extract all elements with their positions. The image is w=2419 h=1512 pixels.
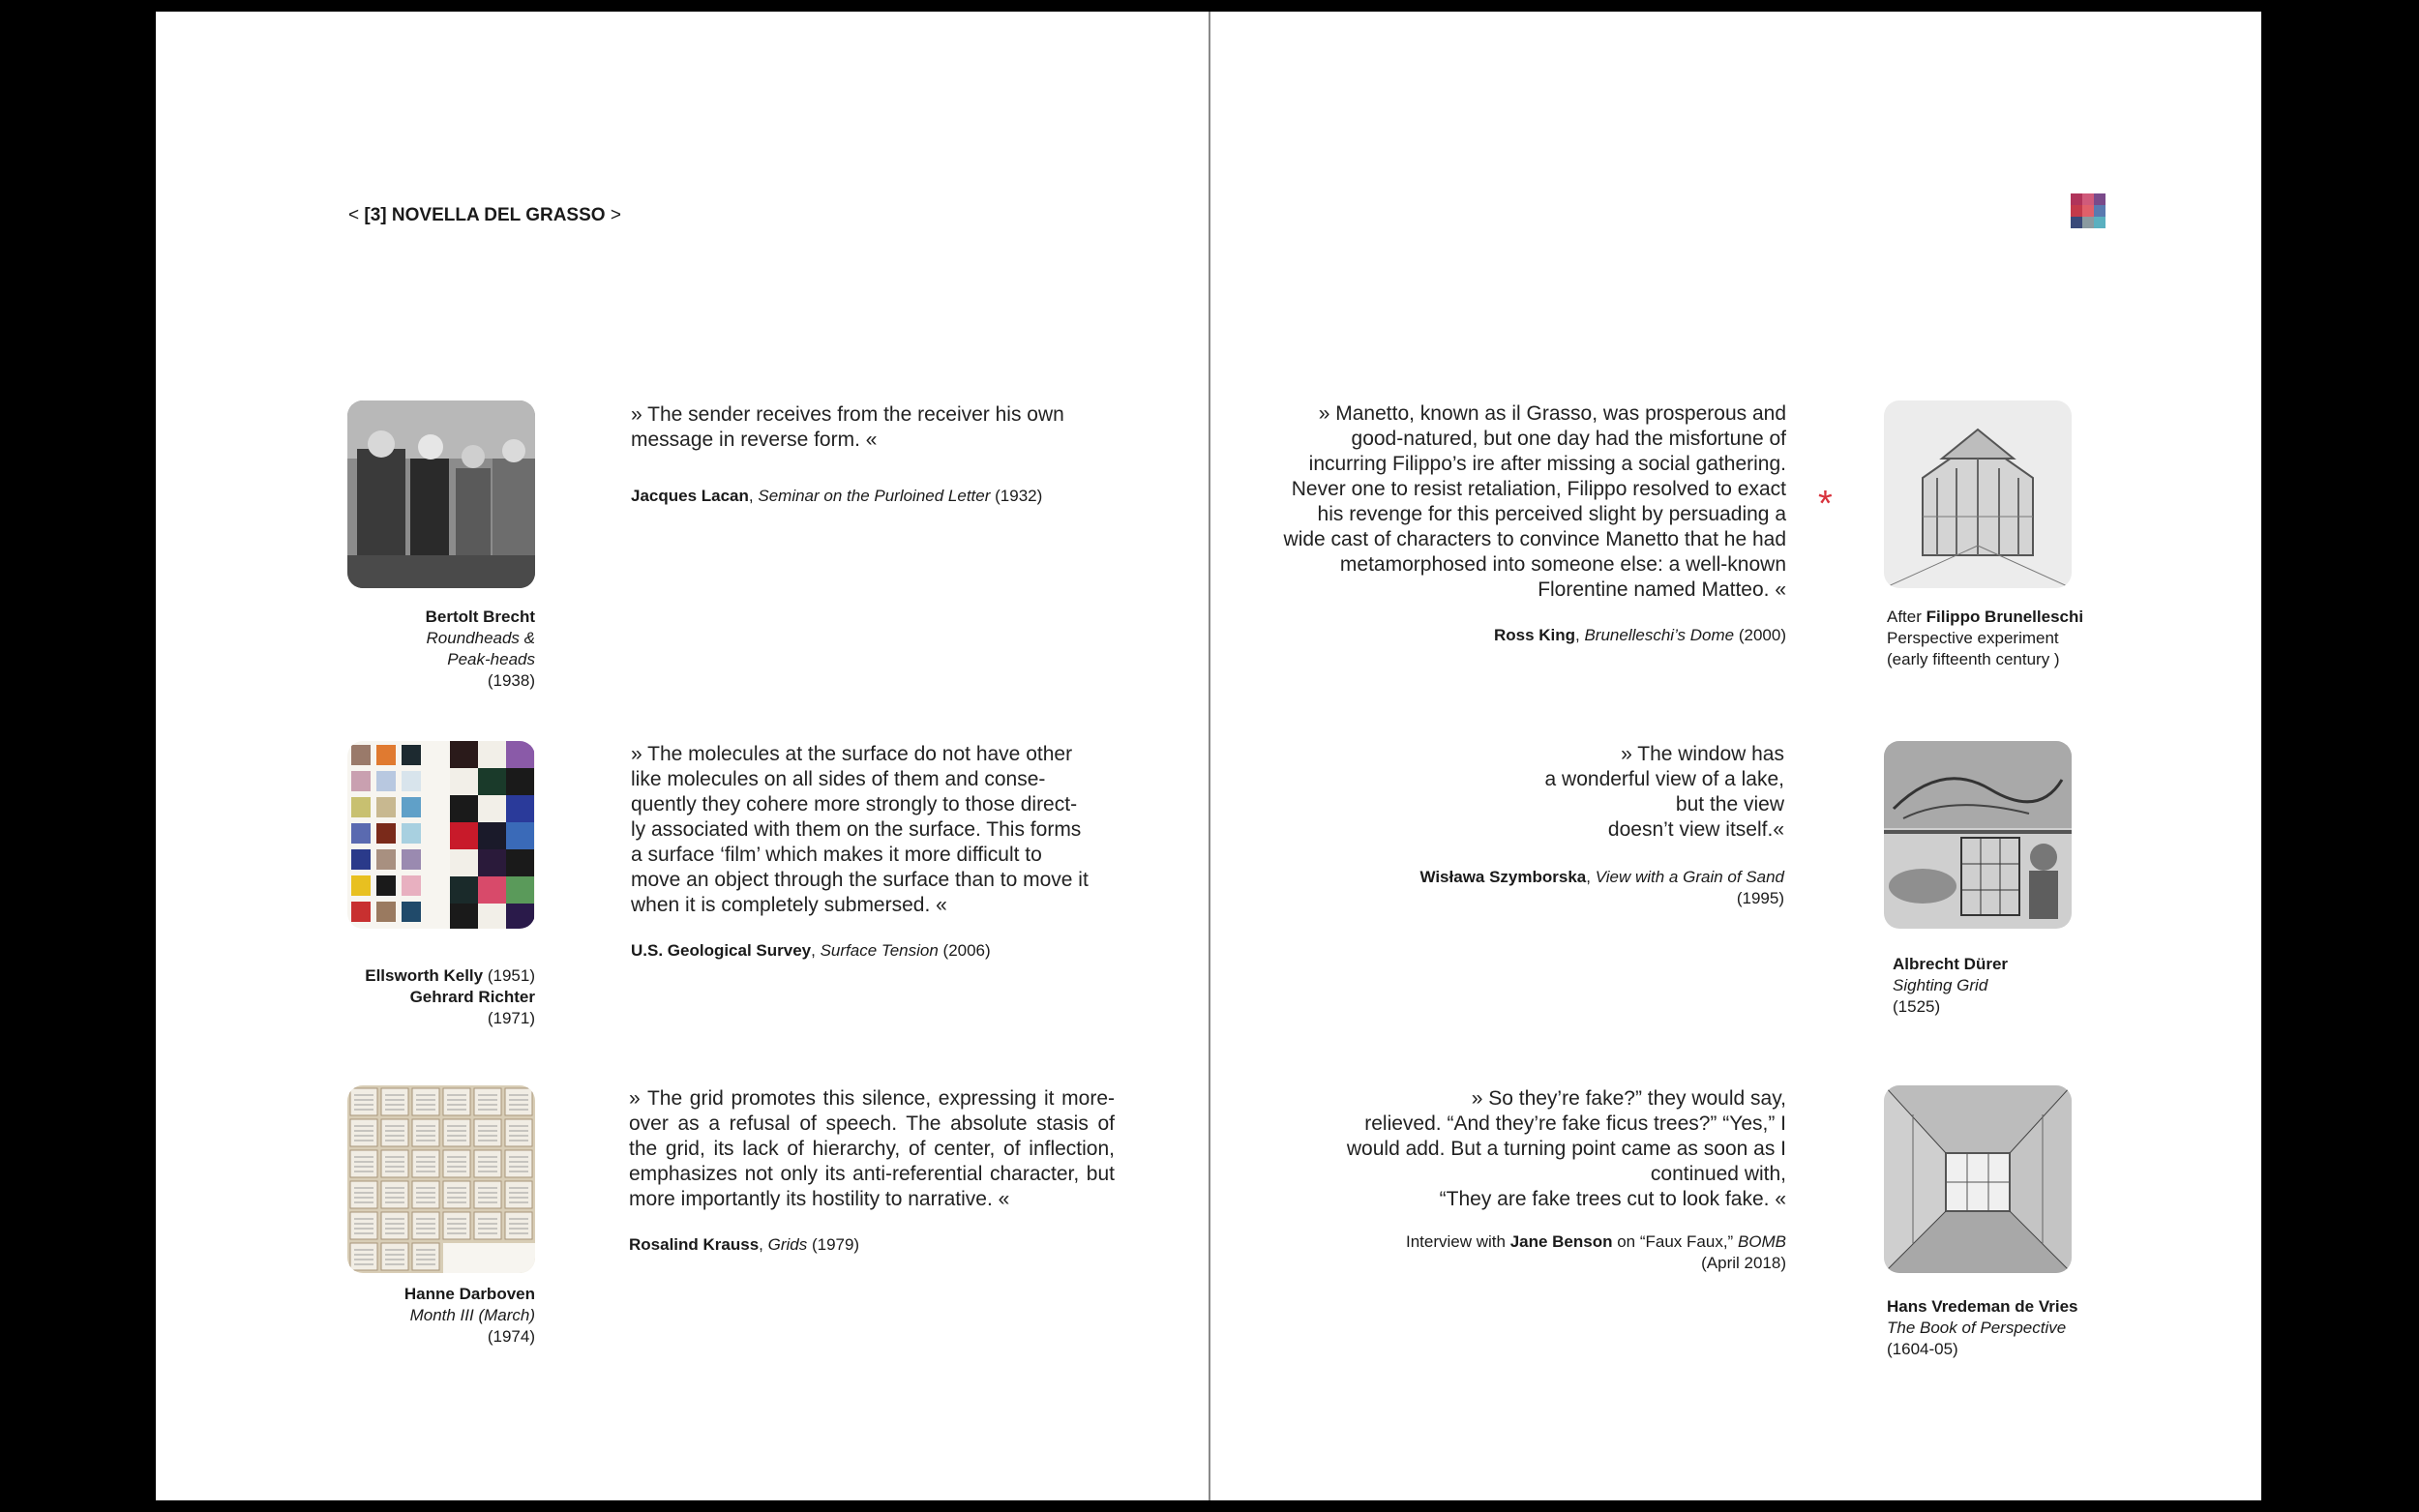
brunelleschi-image bbox=[1884, 400, 2072, 588]
cite-year: (1995) bbox=[1736, 889, 1784, 907]
quote-szymborska bbox=[1399, 742, 1784, 843]
caption-year: (1971) bbox=[487, 1009, 535, 1027]
kelly-richter-grid-image bbox=[347, 741, 535, 929]
darboven-image bbox=[347, 1085, 535, 1273]
caption-title: Sighting Grid bbox=[1893, 976, 1988, 994]
book-spread bbox=[156, 12, 2261, 1500]
brecht-photo bbox=[347, 400, 535, 588]
cite-prefix: Interview with bbox=[1405, 1232, 1510, 1251]
cite-author: Wisława Szymborska bbox=[1419, 868, 1587, 886]
darboven-caption bbox=[347, 1284, 535, 1348]
caption-title: Month III (March) bbox=[409, 1306, 535, 1324]
header-bracket-close: > bbox=[610, 205, 621, 225]
citation-benson bbox=[1380, 1231, 1786, 1274]
quote-lacan: » The sender receives from the receiver his own message in reverse form. « bbox=[631, 403, 1064, 451]
cite-year: (1932) bbox=[990, 487, 1043, 505]
cite-work: View with a Grain of Sand bbox=[1595, 868, 1784, 886]
cite-work: Surface Tension bbox=[820, 941, 939, 960]
logo-square bbox=[2082, 193, 2094, 205]
color-grid-logo bbox=[2071, 193, 2105, 228]
cite-author: Jacques Lacan bbox=[631, 487, 749, 505]
caption-year: (1604-05) bbox=[1887, 1340, 1958, 1358]
caption-title: The Book of Perspective bbox=[1887, 1319, 2067, 1337]
quote-line: doesn’t view itself.« bbox=[1607, 818, 1784, 841]
vredeman-image bbox=[1884, 1085, 2072, 1273]
kelly-richter-caption bbox=[347, 965, 535, 1029]
quote-line: a wonderful view of a lake, bbox=[1544, 768, 1784, 790]
quote-benson bbox=[1322, 1086, 1786, 1212]
caption-year: (1938) bbox=[487, 671, 535, 690]
cite-work: BOMB bbox=[1737, 1232, 1786, 1251]
brecht-caption bbox=[347, 607, 535, 692]
quote-line: » So they’re fake?” they would say, bbox=[1471, 1087, 1786, 1110]
caption-year: (1951) bbox=[483, 966, 535, 985]
cite-year: (1979) bbox=[807, 1235, 860, 1254]
quote-line: but the view bbox=[1675, 793, 1784, 815]
quote-line: would add. But a turning point came as soon as I bbox=[1346, 1138, 1786, 1160]
caption-artist: Hanne Darboven bbox=[403, 1285, 535, 1303]
logo-square bbox=[2082, 217, 2094, 228]
cite-author: Jane Benson bbox=[1509, 1232, 1613, 1251]
header-number: [3] bbox=[364, 205, 387, 225]
quote-krauss: » The grid promotes this silence, expressing it more-over as a refusal of speech. The absolute stasis of the grid, its lack of hierarchy, of center, of inflection, emphasizes not only its anti-referential character, but more importantly its hostility to narrative. « bbox=[629, 1087, 1115, 1210]
durer-image bbox=[1884, 741, 2072, 929]
citation-usgs bbox=[631, 940, 991, 962]
caption-artist: Albrecht Dürer bbox=[1893, 955, 2009, 973]
logo-square bbox=[2082, 205, 2094, 217]
caption-year: (early fifteenth century ) bbox=[1887, 650, 2060, 668]
brunelleschi-caption bbox=[1887, 607, 2138, 670]
header-title: NOVELLA DEL GRASSO bbox=[391, 205, 606, 225]
citation-krauss bbox=[629, 1234, 859, 1256]
cite-work: Seminar on the Purloined Letter bbox=[758, 487, 991, 505]
citation-king bbox=[1399, 625, 1786, 646]
logo-square bbox=[2071, 193, 2082, 205]
cite-year: (April 2018) bbox=[1701, 1254, 1786, 1272]
cite-author: Rosalind Krauss bbox=[629, 1235, 760, 1254]
cite-work: Grids bbox=[767, 1235, 808, 1254]
cite-work: Brunelleschi’s Dome bbox=[1584, 626, 1735, 644]
caption-prefix: After bbox=[1887, 608, 1926, 626]
quote-line: relieved. “And they’re fake ficus trees?” “Yes,” I bbox=[1364, 1112, 1786, 1135]
logo-square bbox=[2094, 217, 2105, 228]
caption-artist: Bertolt Brecht bbox=[425, 608, 535, 626]
page-header bbox=[348, 205, 621, 226]
caption-artist: Ellsworth Kelly bbox=[365, 966, 484, 985]
caption-artist: Filippo Brunelleschi bbox=[1926, 608, 2084, 626]
quote-king: » Manetto, known as il Grasso, was prosperous and good-natured, but one day had the misfortune of incurring Filippo’s ire after missing a social gathering. Never one to resist retaliation, Filippo resolved to exact his revenge for this perceived slight by persuading a wide cast of characters to convince Manetto that he had metamorphosed into someone else: a well-known Florentine named Matteo. « bbox=[1283, 402, 1786, 601]
header-bracket-open: < bbox=[348, 205, 360, 225]
caption-artist: Gehrard Richter bbox=[409, 988, 535, 1006]
page-gutter-divider bbox=[1209, 12, 1210, 1500]
quote-line: continued with, bbox=[1650, 1163, 1786, 1185]
quote-line: “They are fake trees cut to look fake. « bbox=[1439, 1188, 1786, 1210]
cite-author: U.S. Geological Survey bbox=[631, 941, 812, 960]
cite-separator: , bbox=[1586, 868, 1596, 886]
logo-square bbox=[2094, 205, 2105, 217]
cite-separator: , bbox=[811, 941, 821, 960]
citation-lacan bbox=[631, 486, 1042, 507]
cite-year: (2000) bbox=[1734, 626, 1786, 644]
cite-author: Ross King bbox=[1493, 626, 1576, 644]
caption-year: (1525) bbox=[1893, 997, 1941, 1016]
quote-usgs: » The molecules at the surface do not have other like molecules on all sides of them and conse-quently they cohere more strongly to those direct-ly associated with them on the surface. This forms a surface ‘film’ which makes it more difficult to move an object through the surface than to move it when it is completely submersed. « bbox=[631, 743, 1089, 916]
logo-square bbox=[2094, 193, 2105, 205]
logo-square bbox=[2071, 205, 2082, 217]
cite-separator: , bbox=[748, 487, 759, 505]
caption-artist: Hans Vredeman de Vries bbox=[1887, 1297, 2078, 1316]
vredeman-caption bbox=[1887, 1296, 2138, 1360]
durer-caption bbox=[1893, 954, 2105, 1018]
logo-square bbox=[2071, 217, 2082, 228]
cite-separator: , bbox=[1575, 626, 1585, 644]
cite-year: (2006) bbox=[938, 941, 991, 960]
asterisk-mark: * bbox=[1818, 484, 1833, 524]
caption-year: (1974) bbox=[487, 1327, 535, 1346]
quote-line: » The window has bbox=[1621, 743, 1784, 765]
cite-middle: on “Faux Faux,” bbox=[1612, 1232, 1738, 1251]
caption-title: Perspective experiment bbox=[1887, 629, 2059, 647]
citation-szymborska bbox=[1399, 867, 1784, 909]
caption-title: Roundheads & Peak-heads bbox=[426, 629, 535, 668]
cite-separator: , bbox=[759, 1235, 768, 1254]
